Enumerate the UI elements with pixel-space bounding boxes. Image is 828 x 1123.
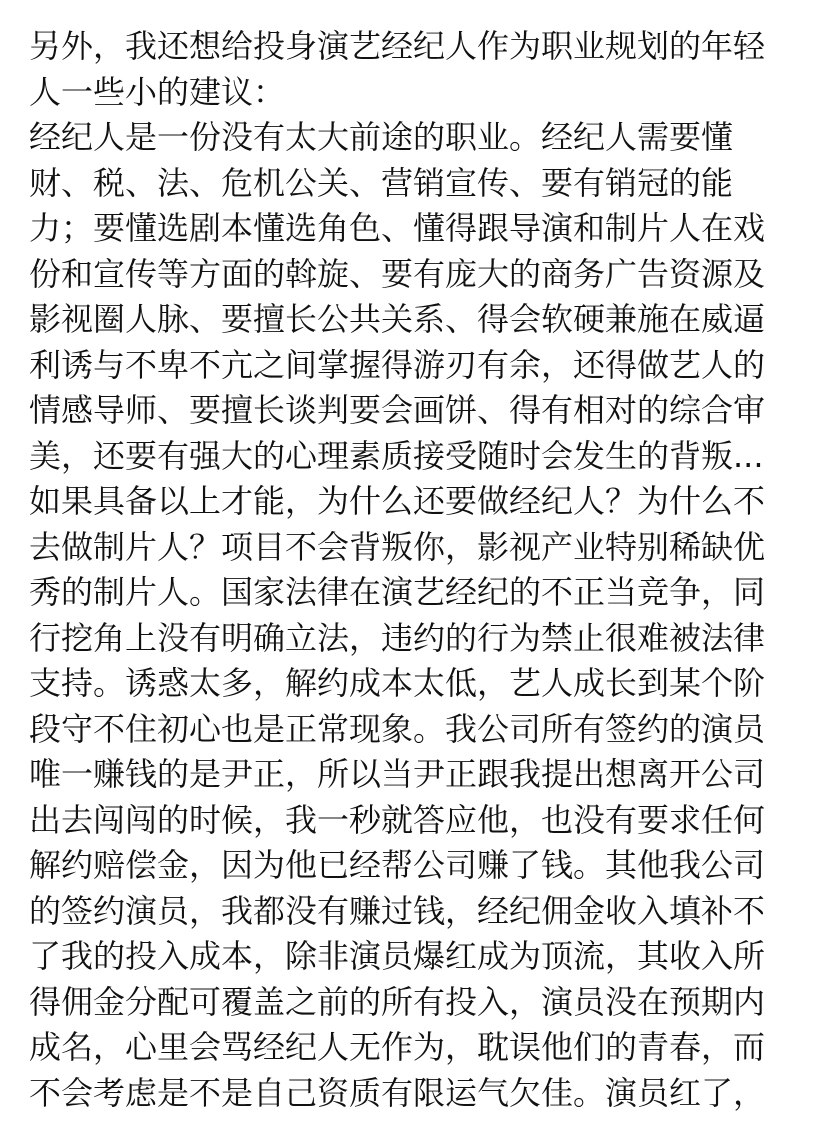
- text-line: 力；要懂选剧本懂选角色、懂得跟导演和制片人在戏: [29, 209, 766, 247]
- text-line: 经纪人是一份没有太大前途的职业。经纪人需要懂: [29, 118, 734, 156]
- text-line: 另外，我还想给投身演艺经纪人作为职业规划的年轻: [29, 27, 766, 65]
- text-line: 段守不住初心也是正常现象。我公司所有签约的演员: [29, 709, 766, 748]
- document-body: [29, 24, 819, 1116]
- text-line: 如果具备以上才能，为什么还要做经纪人？为什么不: [29, 482, 766, 520]
- text-line: 份和宣传等方面的斡旋、要有庞大的商务广告资源及: [29, 254, 766, 293]
- text-line: 去做制片人？项目不会背叛你，影视产业特别稀缺优: [29, 527, 766, 566]
- text-line: 了我的投入成本，除非演员爆红成为顶流，其收入所: [29, 937, 766, 975]
- text-line: 美，还要有强大的心理素质接受随时会发生的背叛...: [29, 436, 764, 475]
- text-line: 人一些小的建议：: [29, 72, 286, 111]
- text-line: 出去闯闯的时候，我一秒就答应他，也没有要求任何: [29, 800, 766, 839]
- text-line: 财、税、法、危机公关、营销宣传、要有销冠的能: [29, 163, 734, 202]
- text-line: 的签约演员，我都没有赚过钱，经纪佣金收入填补不: [29, 891, 766, 930]
- text-line: 不会考虑是不是自己资质有限运气欠佳。演员红了，: [29, 1073, 766, 1112]
- text-line: 解约赔偿金，因为他已经帮公司赚了钱。其他我公司: [29, 846, 766, 884]
- text-line: 唯一赚钱的是尹正，所以当尹正跟我提出想离开公司: [29, 755, 766, 793]
- text-line: 秀的制片人。国家法律在演艺经纪的不正当竞争，同: [29, 573, 766, 611]
- text-line: 成名，心里会骂经纪人无作为，耽误他们的青春，而: [29, 1028, 766, 1066]
- text-line: 支持。诱惑太多，解约成本太低，艺人成长到某个阶: [29, 664, 766, 702]
- text-line: 行挖角上没有明确立法，违约的行为禁止很难被法律: [29, 618, 766, 657]
- text-line: 情感导师、要擅长谈判要会画饼、得有相对的综合审: [29, 391, 766, 429]
- text-line: 影视圈人脉、要擅长公共关系、得会软硬兼施在威逼: [29, 300, 766, 338]
- text-line: 利诱与不卑不亢之间掌握得游刃有余，还得做艺人的: [29, 345, 766, 384]
- text-line: 得佣金分配可覆盖之前的所有投入，演员没在预期内: [29, 982, 766, 1021]
